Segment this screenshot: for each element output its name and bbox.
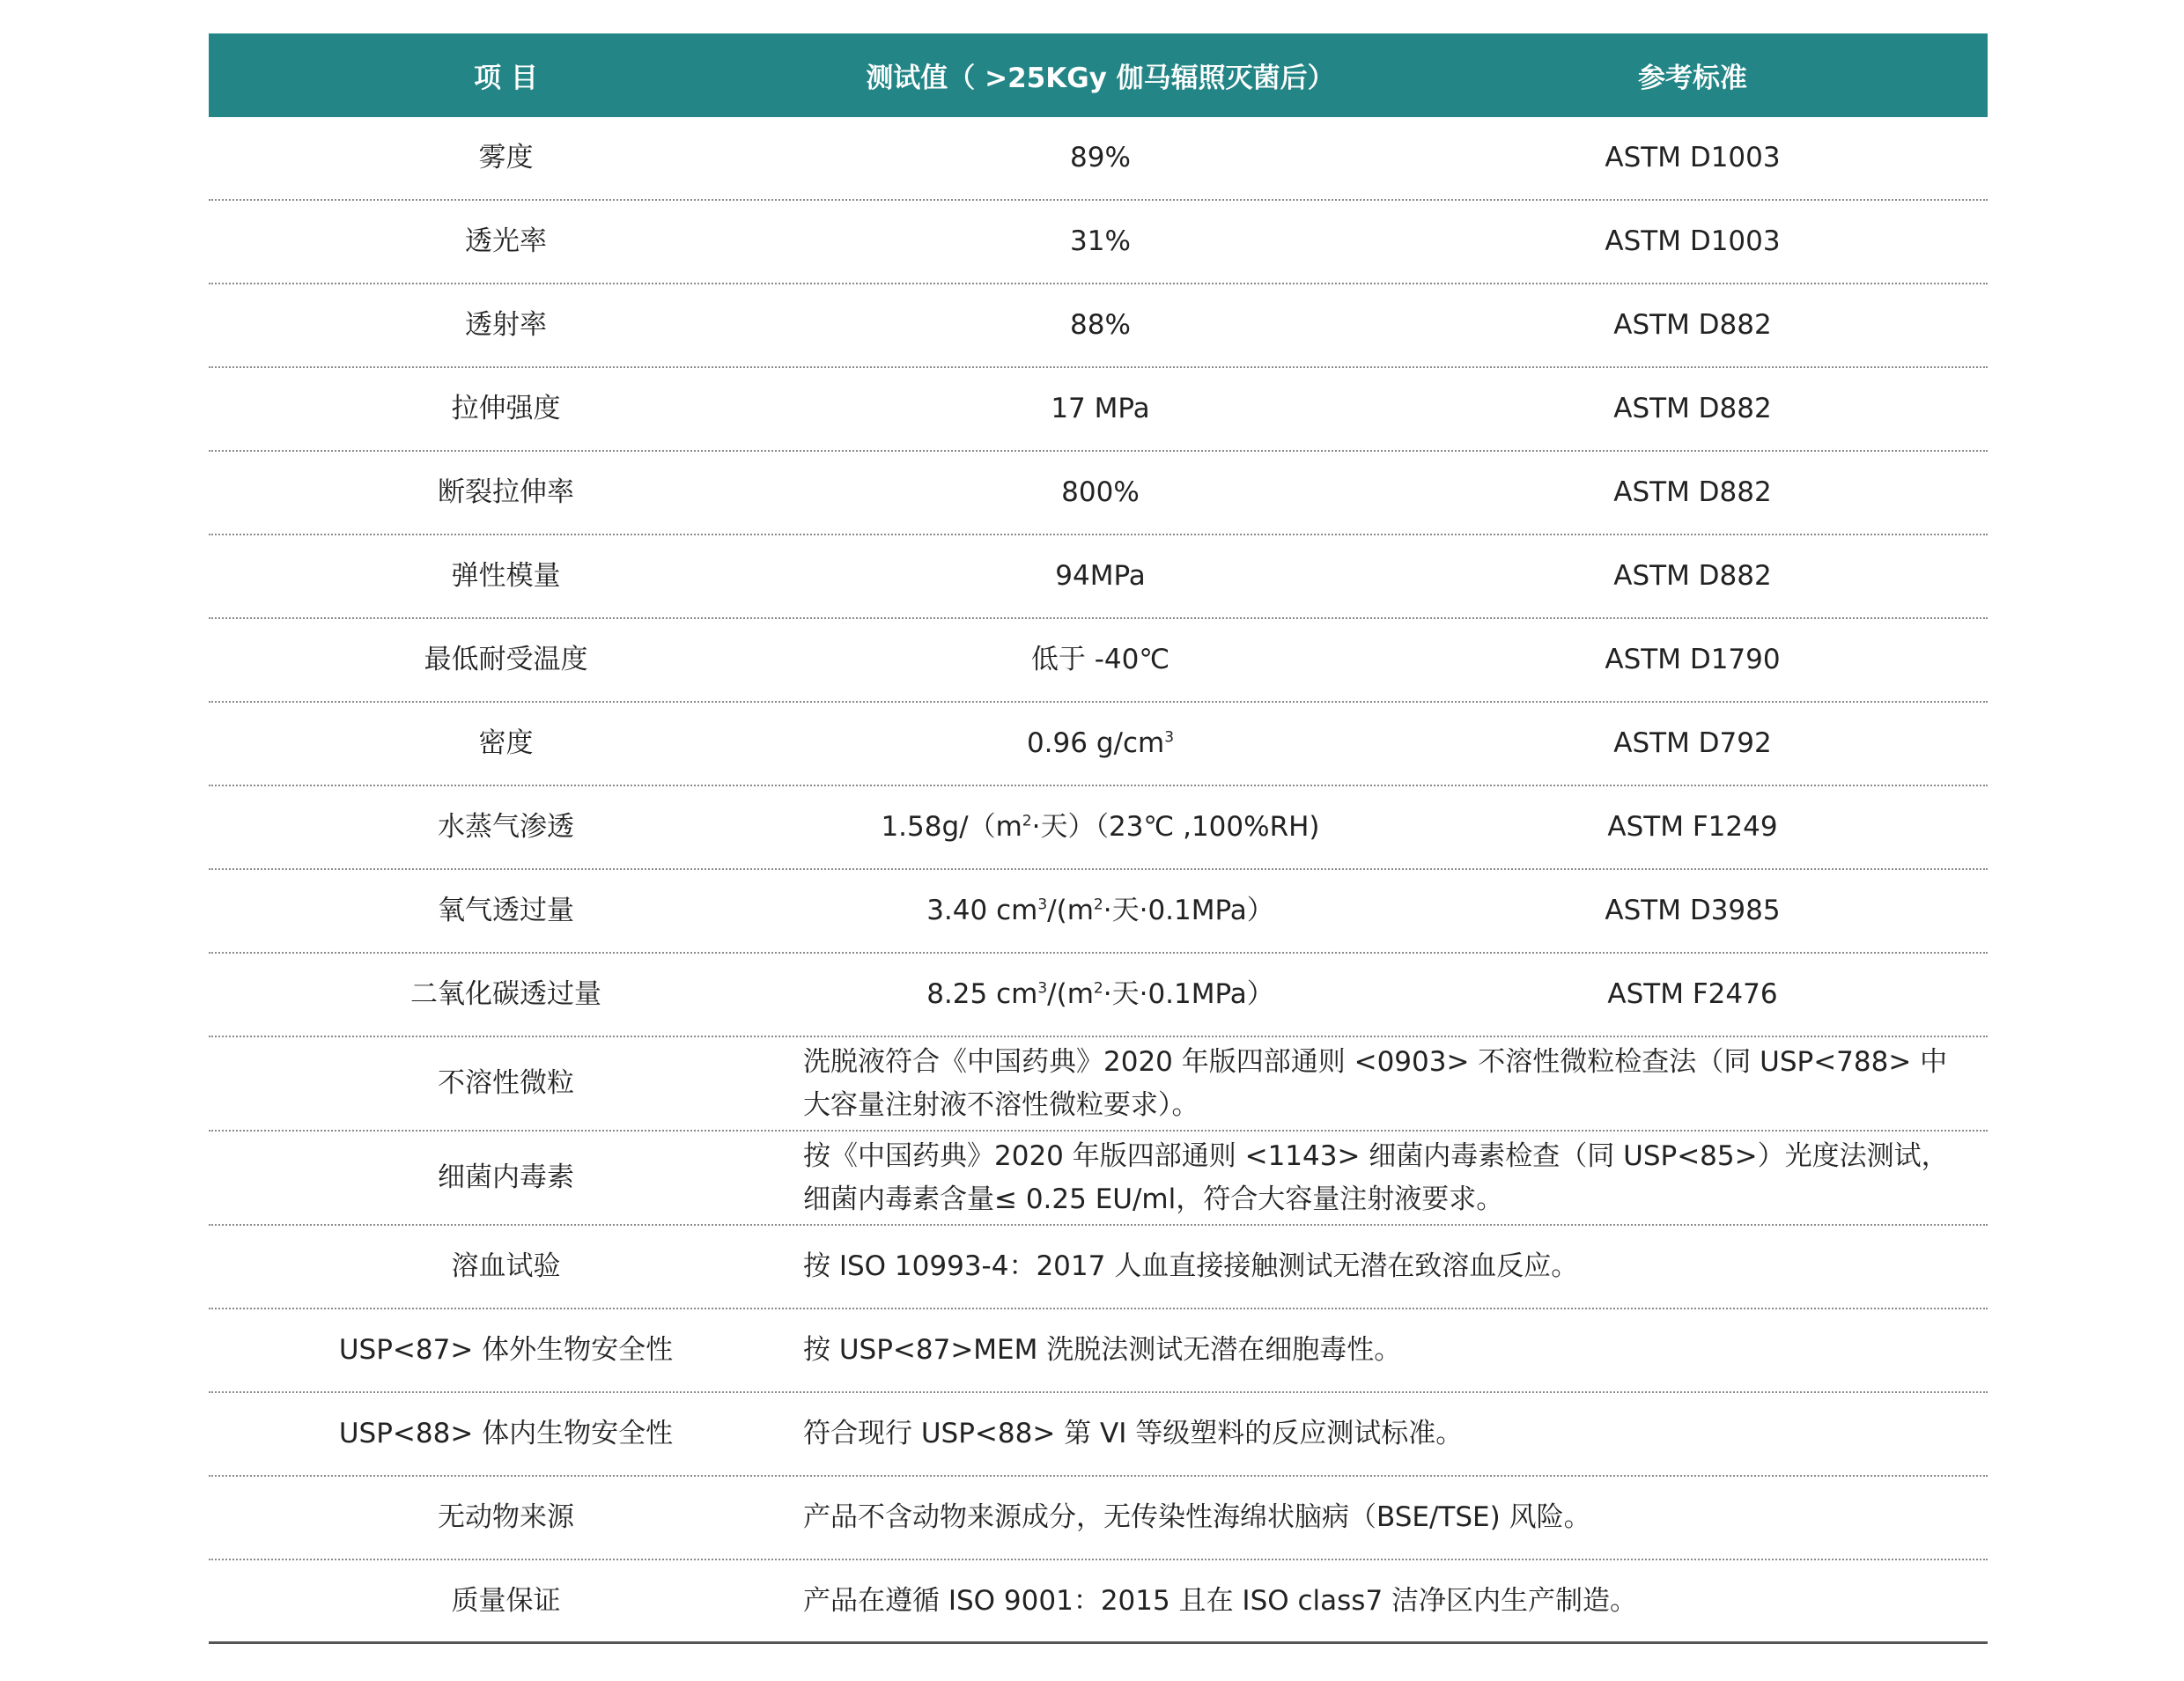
value-text: 8.25 cm [926,978,1038,1011]
table-row [209,1132,1988,1226]
row-item: 断裂拉伸率 [438,476,574,509]
row-value: 89% [1070,142,1131,174]
table-row [209,1560,1988,1644]
table-row [209,117,1988,201]
row-value [803,889,1398,932]
row-item: 氧气透过量 [438,895,574,927]
row-item: USP<88> 体内生物安全性 [338,1418,674,1450]
row-item: 细菌内毒素 [438,1161,574,1194]
row-standard: ASTM D882 [1613,476,1772,509]
row-value [803,806,1398,848]
row-standard: ASTM D1790 [1605,644,1781,676]
superscript: 3 [1164,729,1175,748]
superscript: 3 [1037,980,1048,999]
row-item: 透光率 [465,225,547,258]
row-description: 产品不含动物来源成分，无传染性海绵状脑病（BSE/TSE) 风险。 [803,1501,1591,1534]
row-item: 水蒸气渗透 [438,811,574,844]
row-item: 不溶性微粒 [438,1067,574,1100]
value-text: ·天·0.1MPa） [1103,978,1274,1011]
row-standard: ASTM F1249 [1607,811,1778,844]
value-text: /(m [1047,895,1094,927]
superscript: 2 [1093,980,1103,999]
row-description [803,1041,1988,1125]
row-value: 800% [1061,476,1140,509]
table-row [209,284,1988,368]
row-description: 按 ISO 10993-4：2017 人血直接接触测试无潜在致溶血反应。 [803,1250,1579,1283]
row-item: 最低耐受温度 [424,644,588,676]
superscript: 3 [1037,896,1048,915]
row-item: 质量保证 [451,1584,561,1617]
row-item: USP<87> 体外生物安全性 [338,1334,674,1367]
table-row [209,1393,1988,1477]
row-item: 透射率 [465,309,547,342]
table-row [209,1309,1988,1393]
superscript: 2 [1022,813,1032,831]
table-row [209,619,1988,703]
table-row [209,1226,1988,1309]
table-row [209,703,1988,786]
table-row [209,870,1988,954]
row-value: 31% [1070,225,1131,258]
row-description: 符合现行 USP<88> 第 VI 等级塑料的反应测试标准。 [803,1418,1464,1450]
value-text: /(m [1047,978,1094,1011]
row-item: 二氧化碳透过量 [410,978,601,1011]
row-item: 无动物来源 [438,1501,574,1534]
row-description [803,1135,1988,1220]
table-row [209,1477,1988,1560]
row-standard: ASTM F2476 [1607,978,1778,1011]
table-header [209,33,1988,117]
row-description: 产品在遵循 ISO 9001：2015 且在 ISO class7 洁净区内生产制造。 [803,1584,1638,1617]
table-row [209,452,1988,535]
header-item: 项 目 [474,63,538,94]
table-row [209,954,1988,1037]
superscript: 2 [1093,896,1103,915]
value-text: ·天）（23℃ ,100%RH) [1031,811,1320,844]
description-line: 洗脱液符合《中国药典》2020 年版四部通则 <0903> 不溶性微粒检查法（同 USP<788> 中 [803,1046,1948,1079]
row-standard: ASTM D1003 [1605,225,1781,258]
table-row [209,368,1988,452]
row-item: 溶血试验 [451,1250,561,1283]
row-description: 按 USP<87>MEM 洗脱法测试无潜在细胞毒性。 [803,1334,1402,1367]
table-row [209,1037,1988,1132]
value-text: 0.96 g/cm [1026,727,1165,760]
row-value: 低于 -40℃ [1030,644,1170,676]
row-standard: ASTM D882 [1613,560,1772,593]
header-reference-standard: 参考标准 [1638,63,1747,94]
row-standard: ASTM D792 [1613,727,1772,760]
value-text: 3.40 cm [926,895,1038,927]
table-row [209,535,1988,619]
description-line: 细菌内毒素含量≤ 0.25 EU/ml，符合大容量注射液要求。 [803,1183,1504,1215]
table-row [209,201,1988,284]
header-test-value: 测试值（ >25KGy 伽马辐照灭菌后） [866,63,1335,94]
row-item: 雾度 [478,142,534,174]
row-standard: ASTM D3985 [1605,895,1781,927]
table-row [209,786,1988,870]
row-value: 94MPa [1055,560,1146,593]
row-value: 17 MPa [1051,393,1150,425]
row-standard: ASTM D1003 [1605,142,1781,174]
description-line: 按《中国药典》2020 年版四部通则 <1143> 细菌内毒素检查（同 USP<85>）光度法测试， [803,1140,1949,1173]
row-value [803,722,1398,764]
row-item: 拉伸强度 [451,393,561,425]
row-standard: ASTM D882 [1613,393,1772,425]
row-value: 88% [1070,309,1131,342]
row-standard: ASTM D882 [1613,309,1772,342]
spec-table [209,33,1988,1644]
row-item: 弹性模量 [451,560,561,593]
row-value [803,973,1398,1015]
value-text: ·天·0.1MPa） [1103,895,1274,927]
row-item: 密度 [478,727,534,760]
description-line: 大容量注射液不溶性微粒要求）。 [803,1088,1199,1121]
value-text: 1.58g/（m [881,811,1022,844]
